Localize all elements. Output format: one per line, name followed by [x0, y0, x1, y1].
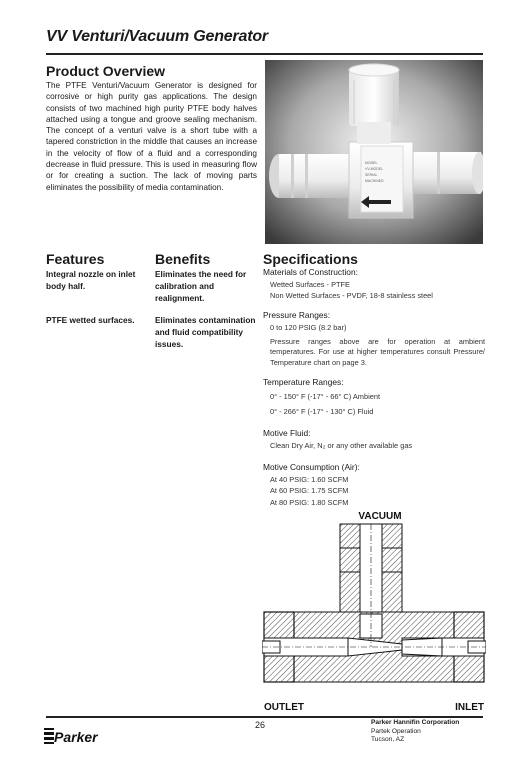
- spec-temperature-title: Temperature Ranges:: [263, 377, 344, 387]
- header-rule: [46, 53, 483, 55]
- inlet-label: INLET: [455, 702, 484, 713]
- vacuum-label: VACUUM: [358, 511, 402, 522]
- parker-logo: [44, 725, 108, 747]
- benefit-item: Eliminates contamination and fluid compatibility issues.: [155, 315, 256, 349]
- cross-section-diagram: [262, 508, 486, 718]
- svg-text:Parker: Parker: [54, 729, 98, 745]
- spec-motive-fluid: [263, 428, 485, 451]
- spec-motive-fluid-value: Clean Dry Air, N₂ or any other available gas: [270, 440, 413, 450]
- benefits-heading: Benefits: [155, 251, 211, 267]
- feature-item: Integral nozzle on inlet body half.: [46, 269, 136, 291]
- page-number: 26: [255, 720, 266, 730]
- outlet-label: OUTLET: [264, 702, 304, 713]
- company-location: Tucson, AZ: [371, 736, 405, 744]
- footer-rule: [46, 716, 483, 718]
- spec-consumption-item: At 80 PSIG: 1.80 SCFM: [270, 497, 349, 507]
- spec-materials-title: Materials of Construction:: [263, 267, 358, 277]
- spec-consumption-item: At 40 PSIG: 1.60 SCFM: [270, 474, 349, 484]
- spec-pressure-title: Pressure Ranges:: [263, 310, 331, 320]
- specifications-heading: Specifications: [263, 251, 358, 267]
- svg-text:MACHINED: MACHINED: [365, 179, 384, 183]
- features-heading: Features: [46, 251, 105, 267]
- spec-motive-fluid-title: Motive Fluid:: [263, 428, 311, 438]
- spec-temp-fluid: 0° - 266° F (-17° - 130° C) Fluid: [270, 407, 374, 416]
- spec-nonwetted: Non Wetted Surfaces - PVDF, 18-8 stainless steel: [270, 291, 433, 300]
- spec-temp-ambient: 0° - 150° F (-17° - 66° C) Ambient: [270, 391, 380, 401]
- spec-pressure-note: Pressure ranges above are for operation at ambient temperatures. For use at higher temperatures consult Pressure/ Temperature chart on page 3.: [270, 337, 485, 367]
- benefit-item: Eliminates the need for calibration and realignment.: [155, 269, 247, 303]
- spec-pressure-range: 0 to 120 PSIG (8.2 bar): [270, 322, 347, 332]
- company-division: Partek Operation: [371, 727, 421, 735]
- spec-consumption-item: At 60 PSIG: 1.75 SCFM: [270, 486, 349, 495]
- spec-pressure: [263, 310, 485, 368]
- page-title: VV Venturi/Vacuum Generator: [46, 28, 268, 45]
- spec-wetted: Wetted Surfaces - PTFE: [270, 279, 350, 289]
- product-photo: [265, 60, 483, 244]
- svg-text:MODEL: MODEL: [365, 161, 378, 165]
- spec-materials: [263, 267, 485, 302]
- overview-text: The PTFE Venturi/Vacuum Generator is designed for corrosive or high purity gas applications. The design consists of two machined high purity PTFE body halves attached using a tongue and groove sealing mechanism. The concept of a venturi valve is a short tube with a tapered constriction in the middle that causes an increase in the velocity of flow of a fluid and a corresponding decrease in fluid pressure. This is used in measuring flow or for creating a suction. The lack of moving parts eliminates the possibility of media contamination.: [46, 81, 257, 192]
- spec-temperature: [263, 377, 485, 418]
- spec-consumption-title: Motive Consumption (Air):: [263, 462, 360, 472]
- svg-text:VV-MODEL: VV-MODEL: [365, 167, 384, 171]
- company-name: Parker Hannifin Corporation: [371, 719, 460, 726]
- feature-item: PTFE wetted surfaces.: [46, 315, 135, 325]
- svg-text:SERIAL: SERIAL: [365, 173, 378, 177]
- spec-motive-consumption: [263, 462, 485, 508]
- overview-heading: Product Overview: [46, 63, 166, 79]
- company-info: [371, 719, 459, 745]
